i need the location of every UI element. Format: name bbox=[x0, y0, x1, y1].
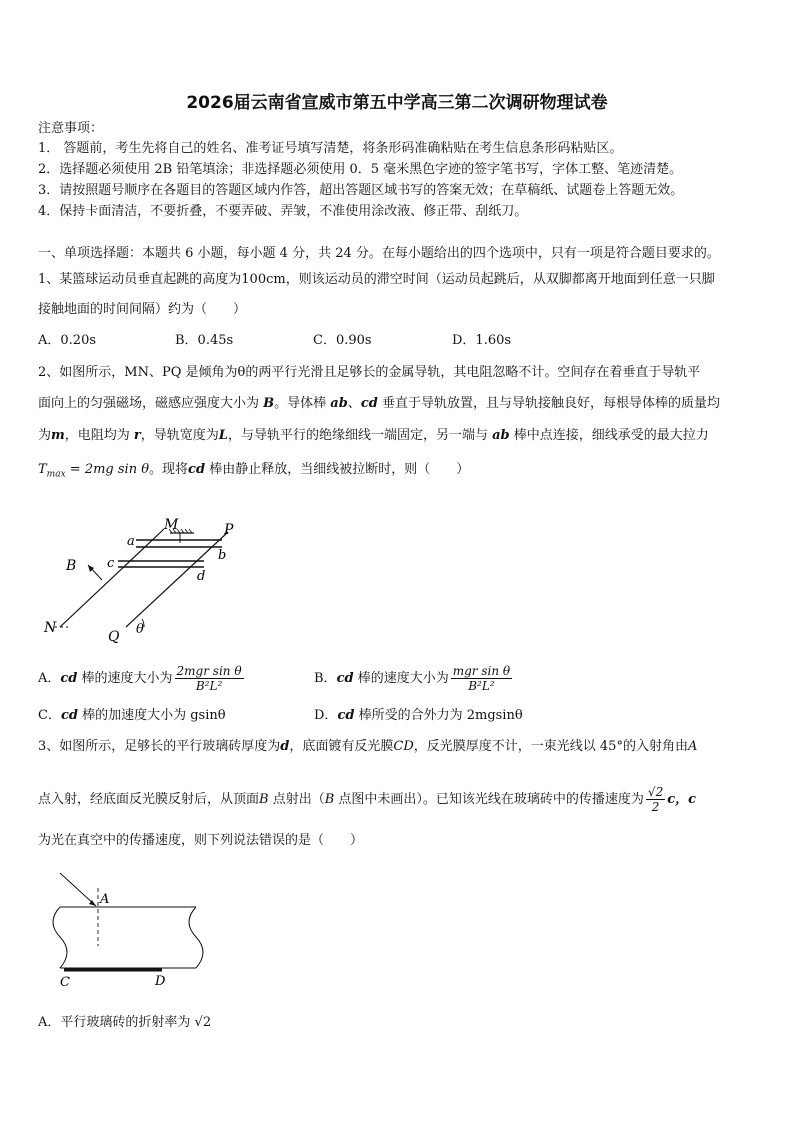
q3-stem-line2: 点入射，经底面反光膜反射后，从顶面B 点射出（B 点图中未画出）。已知该光线在玻璃砖中的传播速度为 $\frac{√2}{2}$ c，c bbox=[38, 785, 697, 814]
section-heading: 一、单项选择题：本题共 6 小题，每小题 4 分，共 24 分。在每小题给出的四个选项中，只有一项是符合题目要求的。 bbox=[38, 246, 720, 261]
q3-option-a: A．平行玻璃砖的折射率为 √2 bbox=[38, 1015, 212, 1030]
notice-item-2: 2．选择题必须使用 2B 铅笔填涂；非选择题必须使用 0．5 毫米黑色字迹的签字笔书写，字体工整、笔迹清楚。 bbox=[38, 162, 683, 177]
q3-stem-line3: 为光在真空中的传播速度，则下列说法错误的是（ ） bbox=[38, 833, 364, 848]
tension-formula: $T_{max} = 2mg$ sin θ bbox=[38, 462, 150, 480]
q1-option-b: B．0.45s bbox=[175, 333, 234, 348]
q1-option-c: C．0.90s bbox=[313, 333, 372, 348]
q3-stem-line1: 3、如图所示，足够长的平行玻璃砖厚度为d，底面镀有反光膜CD，反光膜厚度不计，一束光线以 45°的入射角由A bbox=[38, 739, 698, 754]
notice-item-3: 3．请按照题号顺序在各题目的答题区域内作答，超出答题区域书写的答案无效；在草稿纸、试题卷上答题无效。 bbox=[38, 183, 684, 198]
rail-mn bbox=[60, 529, 164, 627]
q1-option-d: D．1.60s bbox=[452, 333, 512, 348]
label-c: C bbox=[60, 975, 70, 990]
label-a: A bbox=[100, 892, 110, 907]
label-p: P bbox=[224, 522, 234, 538]
q2-option-d: D．cd 棒所受的合外力为 2mgsinθ bbox=[314, 708, 523, 723]
q1-stem-line2: 接触地面的时间间隔）约为（ ） bbox=[38, 302, 247, 317]
q2-stem-line1: 2、如图所示，MN、PQ 是倾角为θ的两平行光滑且足够长的金属导轨，其电阻忽略不计。空间存在着垂直于导轨平 bbox=[38, 365, 701, 380]
notice-item-1: 1． 答题前，考生先将自己的姓名、准考证号填写清楚，将条形码准确粘贴在考生信息条形码粘贴区。 bbox=[38, 141, 623, 156]
label-field-b: B bbox=[66, 558, 77, 574]
rail-pq bbox=[126, 532, 228, 627]
notice-item-4: 4．保持卡面清洁，不要折叠，不要弄破、弄皱，不准使用涂改液、修正带、刮纸刀。 bbox=[38, 204, 528, 219]
slab-right-break bbox=[189, 907, 203, 968]
label-n: N bbox=[44, 620, 57, 636]
slab-left-break bbox=[53, 907, 67, 968]
label-b: b bbox=[218, 548, 227, 563]
q2-stem-line4: $T_{max} = 2mg$ sin θ。现将cd 棒由静止释放，当细线被拉断时，则（ ） bbox=[38, 462, 470, 480]
label-d: d bbox=[197, 569, 206, 584]
q1-option-a: A．0.20s bbox=[38, 333, 97, 348]
label-theta: θ bbox=[136, 622, 144, 637]
q2-stem-line3: 为m，电阻均为 r，导轨宽度为L，与导轨平行的绝缘细线一端固定，另一端与 ab 棒中点连接，细线承受的最大拉力 bbox=[38, 428, 709, 443]
rail-diagram bbox=[38, 515, 253, 645]
glass-slab-diagram bbox=[38, 870, 208, 990]
notice-heading: 注意事项： bbox=[38, 121, 104, 136]
label-c: c bbox=[107, 556, 115, 571]
exam-title: 2026届云南省宣威市第五中学高三第二次调研物理试卷 bbox=[186, 93, 608, 113]
incident-ray bbox=[60, 873, 96, 906]
label-m: M bbox=[164, 517, 179, 533]
label-q: Q bbox=[108, 629, 120, 645]
label-a: a bbox=[127, 534, 135, 549]
q2-option-b: B．cd 棒的速度大小为 $\frac{\text{mgr sin θ}}{\text{B²L²}}$ bbox=[314, 664, 511, 693]
q1-stem-line1: 1、某篮球运动员垂直起跳的高度为100cm，则该运动员的滞空时间（运动员起跳后，从双脚都离开地面到任意一只脚 bbox=[38, 272, 715, 287]
q2-option-a: A．cd 棒的速度大小为 $\frac{\text{2mgr sin θ}}{\text{B²L²}}$ bbox=[38, 664, 242, 693]
label-d: D bbox=[155, 974, 166, 989]
q2-option-c: C．cd 棒的加速度大小为 gsinθ bbox=[38, 708, 226, 723]
q2-stem-line2: 面向上的匀强磁场，磁感应强度大小为 B。导体棒 ab、cd 垂直于导轨放置，且与导轨接触良好，每根导体棒的质量均 bbox=[38, 396, 720, 411]
